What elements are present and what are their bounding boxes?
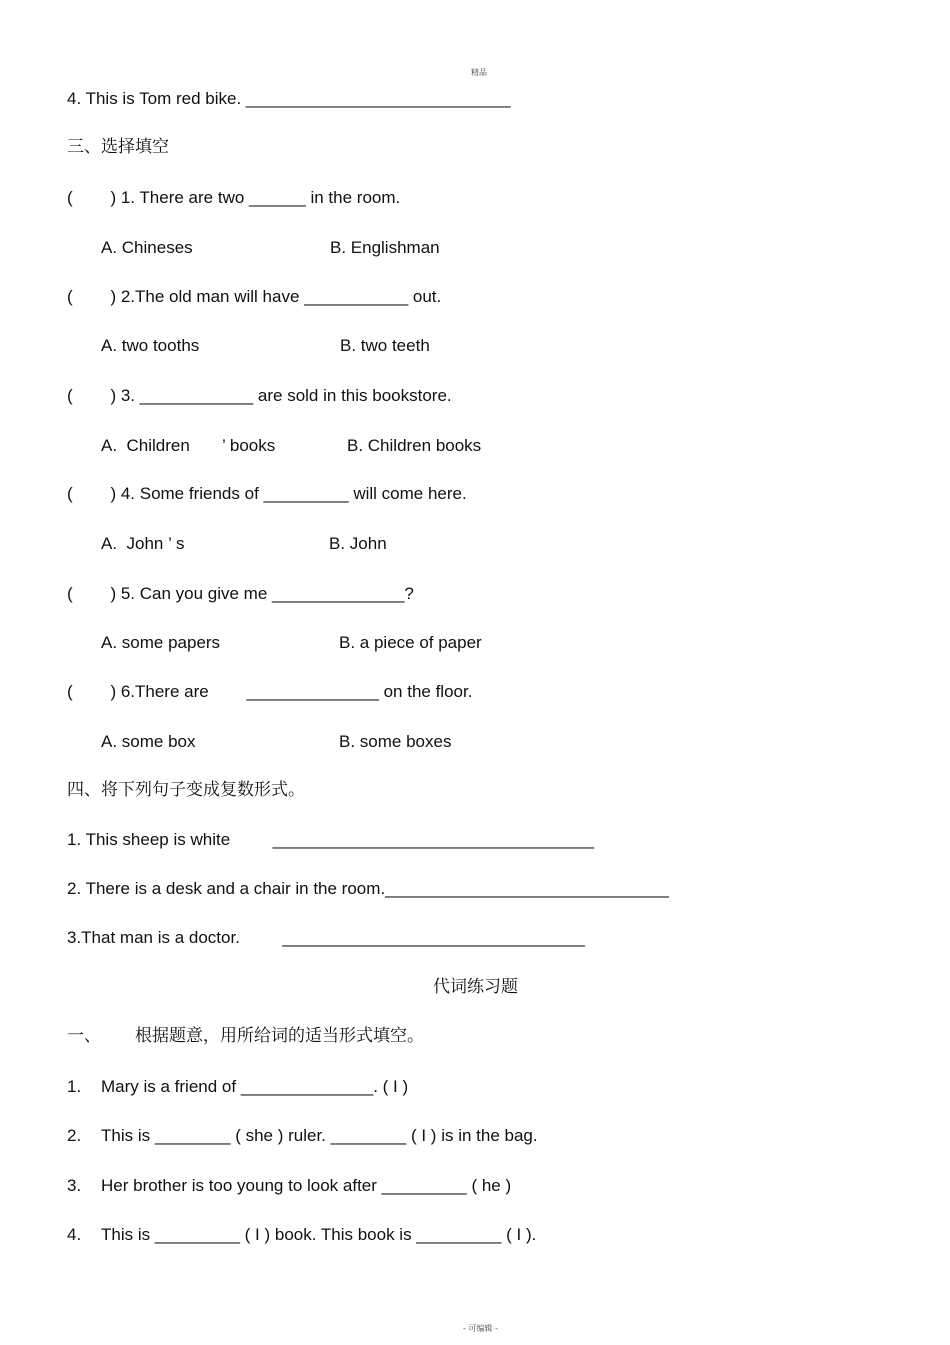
footer-mark: - 可编辑 - <box>463 1324 498 1333</box>
page-heading: 代词练习题 <box>433 977 518 997</box>
option-b: B. a piece of paper <box>339 633 482 652</box>
question-line: 4. This is Tom red bike. ____________________________ <box>67 89 511 108</box>
option-a: A. some papers <box>101 633 221 652</box>
item-number: 1. <box>67 1077 82 1096</box>
item-number: 2. <box>67 1126 82 1145</box>
option-a: A. some box <box>101 732 196 751</box>
section-title: 根据题意，用所给词的适当形式填空。 <box>135 1026 424 1046</box>
option-a: A. Chineses <box>101 238 193 257</box>
question-stem: ( ) 2.The old man will have ___________ out. <box>67 287 442 306</box>
option-b: B. John <box>329 534 387 553</box>
question-stem: ( ) 1. There are two ______ in the room. <box>67 188 401 207</box>
section-title: 四、将下列句子变成复数形式。 <box>67 780 305 800</box>
option-a: A. two tooths <box>101 336 200 355</box>
option-a-tail: ’ books <box>222 436 276 455</box>
option-b: B. two teeth <box>340 336 430 355</box>
option-a: A. John ’ s <box>101 534 185 553</box>
item-number: 4. <box>67 1225 82 1244</box>
option-b: B. Englishman <box>330 238 440 257</box>
question-stem: ( ) 3. ____________ are sold in this bookstore. <box>67 386 452 405</box>
section-title: 三、选择填空 <box>67 137 169 157</box>
item-number: 3. <box>67 1176 82 1195</box>
item-text: This is _________ ( I ) book. This book is _________ ( I ). <box>101 1225 537 1244</box>
exercise-item: 2. There is a desk and a chair in the room.______________________________ <box>67 879 669 898</box>
option-a: A. Children <box>101 436 190 455</box>
exercise-item: 1. This sheep is white __________________________________ <box>67 830 595 849</box>
header-mark: 精品 <box>471 68 487 77</box>
question-stem: ( ) 6.There are ______________ on the floor. <box>67 682 473 701</box>
question-stem: ( ) 5. Can you give me ______________? <box>67 584 414 603</box>
option-b: B. some boxes <box>339 732 452 751</box>
question-stem: ( ) 4. Some friends of _________ will come here. <box>67 484 467 503</box>
item-text: This is ________ ( she ) ruler. ________ ( I ) is in the bag. <box>101 1126 538 1145</box>
section-number: 一、 <box>67 1026 101 1046</box>
exercise-item: 3.That man is a doctor. ________________________________ <box>67 928 585 947</box>
item-text: Mary is a friend of ______________. ( I ) <box>101 1077 409 1096</box>
item-text: Her brother is too young to look after _________ ( he ) <box>101 1176 512 1195</box>
option-b: B. Children books <box>347 436 482 455</box>
